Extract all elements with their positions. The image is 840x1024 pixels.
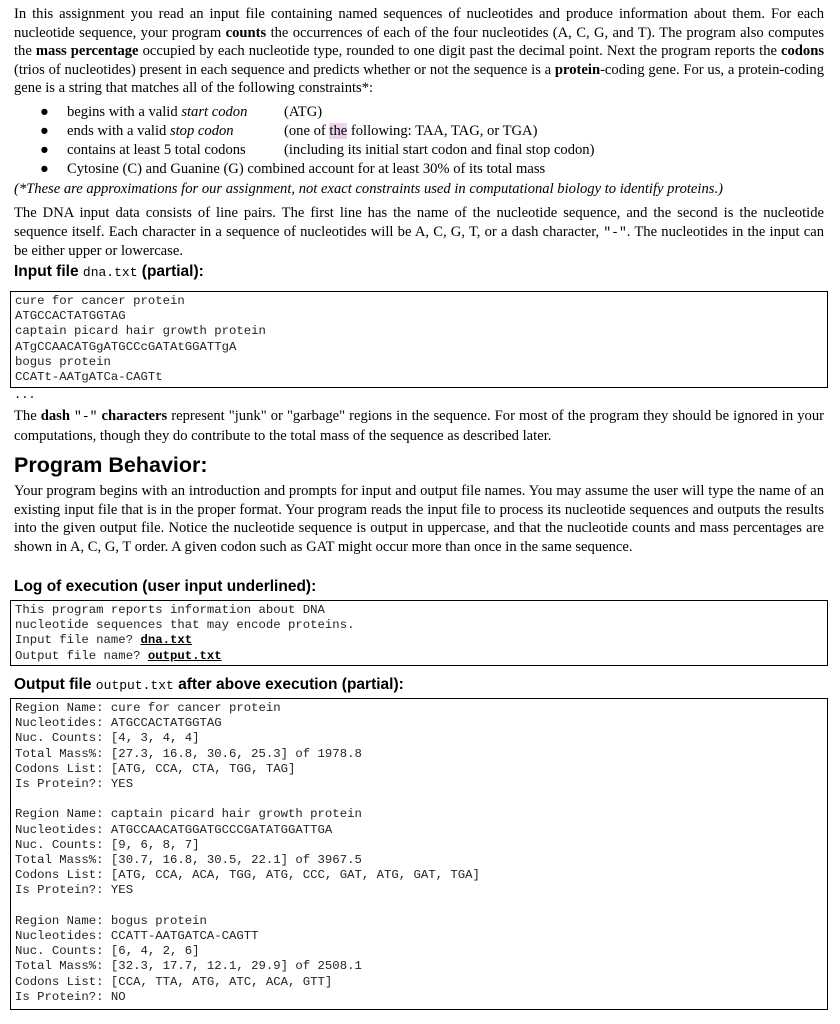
bullet-icon: ●	[40, 161, 49, 177]
highlighted-word: the	[329, 123, 348, 139]
output-line: Nuc. Counts: [6, 4, 2, 6]	[15, 944, 200, 959]
output-line: Total Mass%: [27.3, 16.8, 30.6, 25.3] of 1978.8	[15, 746, 362, 761]
intro-text-4: (trios of nucleotides) present in each sequence and predicts whether or not the sequence is a	[14, 61, 555, 78]
intro-text-1: In this assignment you read an input file containing named sequences of nucleotides and produce information about them. For each nucleotide sequence, your program	[14, 6, 824, 41]
output-line: Codons List: [ATG, CCA, CTA, TGG, TAG]	[15, 761, 296, 776]
input-file-line: ATGCCACTATGGTAG	[15, 309, 126, 324]
footnote: (*These are approximations for our assignment, not exact constraints used in computational biology to identify proteins.)	[14, 181, 723, 197]
input-file-heading: Input file dna.txt (partial):	[14, 263, 204, 280]
bullet-icon: ●	[40, 142, 49, 158]
constraint-note: (one of the following: TAA, TAG, or TGA)	[284, 123, 538, 139]
user-input-filename: dna.txt	[140, 633, 193, 648]
output-file-heading: Output file output.txt after above execution (partial):	[14, 676, 404, 693]
constraint-text: begins with a valid start codon	[67, 104, 248, 120]
input-file-line: captain picard hair growth protein	[15, 324, 266, 339]
dash-code: "-"	[74, 409, 98, 424]
output-file-box	[10, 698, 828, 1010]
dash-code: "-"	[603, 224, 627, 240]
ellipsis: ...	[14, 388, 36, 402]
output-line: Region Name: captain picard hair growth protein	[15, 807, 362, 822]
output-line: Region Name: cure for cancer protein	[15, 701, 281, 715]
constraint-note: (ATG)	[284, 104, 323, 120]
intro-bold-mass: mass percentage	[35, 43, 139, 60]
dash-paragraph: The dash "-" characters represent "junk" or "garbage" regions in the sequence. For most of the program they should be ignored in your computations, though they do contribute to the total mass of the sequence as described later.	[14, 408, 824, 444]
log-line: nucleotide sequences that may encode proteins.	[15, 618, 355, 633]
output-line: Total Mass%: [32.3, 17.7, 12.1, 29.9] of 2508.1	[15, 959, 362, 974]
constraint-note: (including its initial start codon and final stop codon)	[284, 142, 595, 158]
output-line: Region Name: bogus protein	[15, 913, 207, 928]
blank-line	[15, 792, 823, 807]
output-line: Nucleotides: ATGCCACTATGGTAG	[15, 716, 222, 731]
bullet-icon: ●	[40, 104, 49, 120]
input-file-line: cure for cancer protein	[15, 294, 185, 308]
output-line: Codons List: [CCA, TTA, ATG, ATC, ACA, GTT]	[15, 974, 333, 989]
dna-input-paragraph: The DNA input data consists of line pairs. The first line has the name of the nucleotide sequence, and the second is the nucleotide sequence itself. Each character in a sequence of nucleotides will be A, C, G, T, or a dash character, "-". The nucleotides in the input can be either upper or lowercase.	[14, 205, 825, 260]
output-line: Is Protein?: YES	[15, 883, 134, 898]
log-box	[10, 600, 828, 666]
output-line: Nuc. Counts: [4, 3, 4, 4]	[15, 731, 200, 746]
input-file-line: ATgCCAACATGgATGCCcGATAtGGATTgA	[15, 339, 237, 354]
blank-line	[15, 899, 823, 914]
output-line: Nuc. Counts: [9, 6, 8, 7]	[15, 837, 200, 852]
intro-paragraph	[14, 5, 824, 98]
program-behavior-heading: Program Behavior:	[14, 453, 208, 477]
intro-bold-codons: codons	[781, 43, 824, 60]
output-line: Is Protein?: NO	[15, 989, 126, 1004]
input-file-box	[10, 291, 828, 388]
output-line: Total Mass%: [30.7, 16.8, 30.5, 22.1] of 3967.5	[15, 853, 362, 868]
output-line: Nucleotides: CCATT-AATGATCA-CAGTT	[15, 929, 259, 944]
constraint-text: Cytosine (C) and Guanine (G) combined account for at least 30% of its total mass	[67, 161, 546, 177]
intro-text-5: -coding gene. For us, a protein-coding gene is a string that matches all of the following constraints*:	[14, 61, 824, 97]
log-line: This program reports information about DNA	[15, 603, 325, 617]
input-file-line: CCATt-AATgATCa-CAGTt	[15, 370, 163, 385]
log-output-prompt: Output file name? output.txt	[15, 648, 222, 663]
user-output-filename: output.txt	[147, 648, 222, 663]
input-file-line: bogus protein	[15, 354, 111, 369]
constraint-text: contains at least 5 total codons	[67, 142, 246, 158]
intro-text-2: the occurrences of each of the four nucleotides (A, C, G, and T). The program also computes the	[14, 24, 824, 60]
bullet-icon: ●	[40, 123, 49, 139]
log-input-prompt: Input file name? dna.txt	[15, 633, 193, 648]
constraint-text: ends with a valid stop codon	[67, 123, 234, 139]
log-heading: Log of execution (user input underlined):	[14, 578, 317, 595]
intro-bold-protein: protein	[554, 61, 601, 78]
intro-text-3: occupied by each nucleotide type, rounded to one digit past the decimal point. Next the program reports the	[138, 43, 782, 60]
output-line: Codons List: [ATG, CCA, ACA, TGG, ATG, CCC, GAT, ATG, GAT, TGA]	[15, 868, 480, 883]
program-behavior-text: Your program begins with an introduction and prompts for input and output file names. You may assume the user will type the name of an existing input file that is in the proper format. Your program reads the input file to process its nucleotide sequences and outputs the results into the given output file. Notice the nucleotide sequence is output in uppercase, and that the nucleotide counts and mass percentages are shown in A, C, G, T order. A given codon such as GAT might occur more than once in the same sequence.	[14, 483, 824, 555]
intro-bold-counts: counts	[225, 24, 267, 41]
output-line: Is Protein?: YES	[15, 777, 134, 792]
output-line: Nucleotides: ATGCCAACATGGATGCCCGATATGGATTGA	[15, 822, 333, 837]
